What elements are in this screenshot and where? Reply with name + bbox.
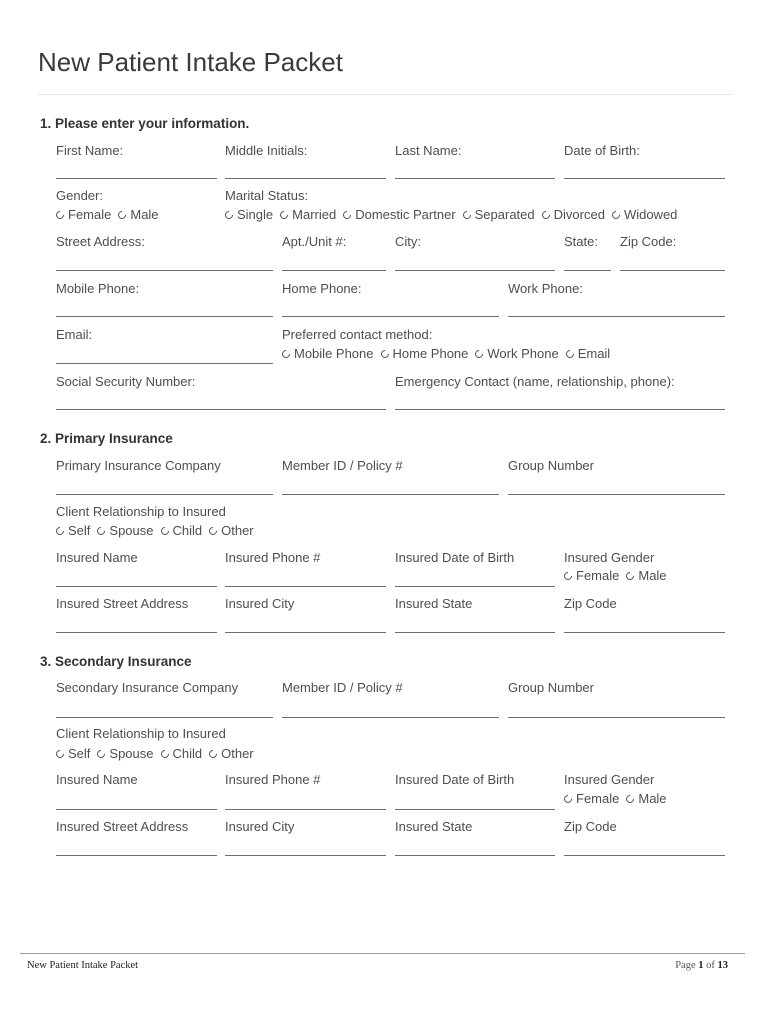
street-address-field[interactable] <box>56 256 273 271</box>
radio-icon <box>564 348 575 359</box>
radio-icon <box>474 348 485 359</box>
primary-relationship-label: Client Relationship to Insured <box>56 504 226 519</box>
radio-icon <box>379 348 390 359</box>
apt-unit-field[interactable] <box>282 256 386 271</box>
primary-state-label: Insured State <box>395 596 473 611</box>
secondary-relationship-self[interactable]: Self <box>56 746 90 761</box>
radio-icon <box>610 209 621 220</box>
mobile-phone-field[interactable] <box>56 302 273 317</box>
page-title: New Patient Intake Packet <box>38 47 343 77</box>
marital-radio-group <box>225 207 684 222</box>
secondary-insured-dob-field[interactable] <box>395 795 555 810</box>
radio-icon <box>562 570 573 581</box>
home-phone-label: Home Phone: <box>282 281 362 296</box>
primary-zip-label: Zip Code <box>564 596 617 611</box>
radio-icon <box>625 570 636 581</box>
secondary-member-id-label: Member ID / Policy # <box>282 680 403 695</box>
secondary-relationship-child[interactable]: Child <box>161 746 203 761</box>
secondary-insured-gender-label: Insured Gender <box>564 772 655 787</box>
secondary-city-label: Insured City <box>225 819 295 834</box>
primary-company-label: Primary Insurance Company <box>56 458 221 473</box>
primary-relationship-self[interactable]: Self <box>56 523 90 538</box>
secondary-insured-name-field[interactable] <box>56 795 217 810</box>
primary-relationship-spouse[interactable]: Spouse <box>97 523 153 538</box>
marital-option-widowed[interactable]: Widowed <box>612 207 677 222</box>
secondary-relationship-label: Client Relationship to Insured <box>56 726 226 741</box>
radio-icon <box>159 525 170 536</box>
primary-insured-gender-male[interactable]: Male <box>626 568 666 583</box>
secondary-zip-label: Zip Code <box>564 819 617 834</box>
primary-insured-name-field[interactable] <box>56 572 217 587</box>
secondary-relationship-other[interactable]: Other <box>209 746 254 761</box>
primary-street-field[interactable] <box>56 618 217 633</box>
radio-icon <box>223 209 234 220</box>
radio-icon <box>54 209 65 220</box>
secondary-member-id-field[interactable] <box>282 703 499 718</box>
radio-icon <box>207 748 218 759</box>
primary-insured-gender-label: Insured Gender <box>564 550 655 565</box>
secondary-company-field[interactable] <box>56 703 273 718</box>
radio-icon <box>96 525 107 536</box>
primary-insured-name-label: Insured Name <box>56 550 138 565</box>
primary-insured-dob-label: Insured Date of Birth <box>395 550 515 565</box>
ssn-field[interactable] <box>56 395 386 410</box>
radio-icon <box>461 209 472 220</box>
secondary-city-field[interactable] <box>225 841 386 856</box>
title-divider <box>38 94 733 95</box>
marital-option-single[interactable]: Single <box>225 207 273 222</box>
state-label: State: <box>564 234 598 249</box>
page-total: 13 <box>717 960 728 971</box>
primary-relationship-radio-group <box>56 523 261 538</box>
primary-zip-field[interactable] <box>564 618 725 633</box>
marital-option-married[interactable]: Married <box>280 207 336 222</box>
gender-option-female[interactable]: Female <box>56 207 111 222</box>
gender-label: Gender: <box>56 188 103 203</box>
primary-city-field[interactable] <box>225 618 386 633</box>
dob-field[interactable] <box>564 164 725 179</box>
radio-icon <box>117 209 128 220</box>
secondary-relationship-radio-group <box>56 746 261 761</box>
section-1-heading: 1. Please enter your information. <box>40 116 250 131</box>
radio-icon <box>207 525 218 536</box>
primary-member-id-label: Member ID / Policy # <box>282 458 403 473</box>
section-2-heading: 2. Primary Insurance <box>40 431 173 446</box>
city-label: City: <box>395 234 421 249</box>
secondary-relationship-spouse[interactable]: Spouse <box>97 746 153 761</box>
radio-icon <box>625 793 636 804</box>
footer-divider <box>20 953 745 954</box>
radio-icon <box>96 748 107 759</box>
marital-option-separated[interactable]: Separated <box>463 207 535 222</box>
radio-icon <box>54 748 65 759</box>
primary-group-number-label: Group Number <box>508 458 594 473</box>
marital-option-divorced[interactable]: Divorced <box>542 207 605 222</box>
secondary-insured-gender-radio-group <box>564 791 674 806</box>
secondary-insured-phone-field[interactable] <box>225 795 386 810</box>
emergency-contact-label: Emergency Contact (name, relationship, phone): <box>395 374 675 389</box>
page-prefix: Page <box>675 960 696 971</box>
primary-city-label: Insured City <box>225 596 295 611</box>
contact-option-mobile-phone[interactable]: Mobile Phone <box>282 346 374 361</box>
secondary-insured-dob-label: Insured Date of Birth <box>395 772 515 787</box>
primary-street-label: Insured Street Address <box>56 596 189 611</box>
secondary-insured-gender-male[interactable]: Male <box>626 791 666 806</box>
gender-option-male[interactable]: Male <box>118 207 158 222</box>
page-of: of <box>706 960 715 971</box>
secondary-company-label: Secondary Insurance Company <box>56 680 239 695</box>
primary-relationship-child[interactable]: Child <box>161 523 203 538</box>
primary-company-field[interactable] <box>56 480 273 495</box>
work-phone-label: Work Phone: <box>508 281 583 296</box>
secondary-insured-gender-female[interactable]: Female <box>564 791 619 806</box>
apt-unit-label: Apt./Unit #: <box>282 234 347 249</box>
middle-initials-label: Middle Initials: <box>225 143 308 158</box>
primary-relationship-other[interactable]: Other <box>209 523 254 538</box>
primary-group-number-field[interactable] <box>508 480 725 495</box>
contact-option-email[interactable]: Email <box>566 346 611 361</box>
first-name-label: First Name: <box>56 143 124 158</box>
state-field[interactable] <box>564 256 611 271</box>
email-label: Email: <box>56 327 93 342</box>
secondary-insured-phone-label: Insured Phone # <box>225 772 321 787</box>
emergency-contact-field[interactable] <box>395 395 725 410</box>
secondary-group-number-label: Group Number <box>508 680 594 695</box>
radio-icon <box>540 209 551 220</box>
primary-state-field[interactable] <box>395 618 555 633</box>
secondary-zip-field[interactable] <box>564 841 725 856</box>
secondary-state-field[interactable] <box>395 841 555 856</box>
middle-initials-field[interactable] <box>225 164 386 179</box>
primary-insured-gender-radio-group <box>564 568 674 583</box>
first-name-field[interactable] <box>56 164 217 179</box>
last-name-label: Last Name: <box>395 143 462 158</box>
primary-insured-phone-field[interactable] <box>225 572 386 587</box>
primary-insured-phone-label: Insured Phone # <box>225 550 321 565</box>
last-name-field[interactable] <box>395 164 555 179</box>
radio-icon <box>342 209 353 220</box>
work-phone-field[interactable] <box>508 302 725 317</box>
radio-icon <box>280 348 291 359</box>
zip-code-label: Zip Code: <box>620 234 677 249</box>
email-field[interactable] <box>56 349 273 364</box>
primary-insured-gender-female[interactable]: Female <box>564 568 619 583</box>
section-3-heading: 3. Secondary Insurance <box>40 654 192 669</box>
marital-status-label: Marital Status: <box>225 188 309 203</box>
contact-method-radio-group <box>282 346 617 361</box>
marital-option-domestic-partner[interactable]: Domestic Partner <box>343 207 455 222</box>
contact-option-home-phone[interactable]: Home Phone <box>381 346 469 361</box>
footer-document-title: New Patient Intake Packet <box>27 960 139 971</box>
secondary-street-field[interactable] <box>56 841 217 856</box>
dob-label: Date of Birth: <box>564 143 640 158</box>
preferred-contact-label: Preferred contact method: <box>282 327 433 342</box>
footer-page-number <box>675 960 728 971</box>
primary-member-id-field[interactable] <box>282 480 499 495</box>
radio-icon <box>54 525 65 536</box>
city-field[interactable] <box>395 256 555 271</box>
street-address-label: Street Address: <box>56 234 145 249</box>
zip-code-field[interactable] <box>620 256 725 271</box>
radio-icon <box>562 793 573 804</box>
radio-icon <box>159 748 170 759</box>
page-current: 1 <box>698 960 704 971</box>
secondary-state-label: Insured State <box>395 819 473 834</box>
home-phone-field[interactable] <box>282 302 499 317</box>
secondary-insured-name-label: Insured Name <box>56 772 138 787</box>
secondary-street-label: Insured Street Address <box>56 819 189 834</box>
primary-insured-dob-field[interactable] <box>395 572 555 587</box>
gender-radio-group <box>56 207 166 222</box>
ssn-label: Social Security Number: <box>56 374 196 389</box>
mobile-phone-label: Mobile Phone: <box>56 281 140 296</box>
secondary-group-number-field[interactable] <box>508 703 725 718</box>
contact-option-work-phone[interactable]: Work Phone <box>475 346 558 361</box>
radio-icon <box>278 209 289 220</box>
